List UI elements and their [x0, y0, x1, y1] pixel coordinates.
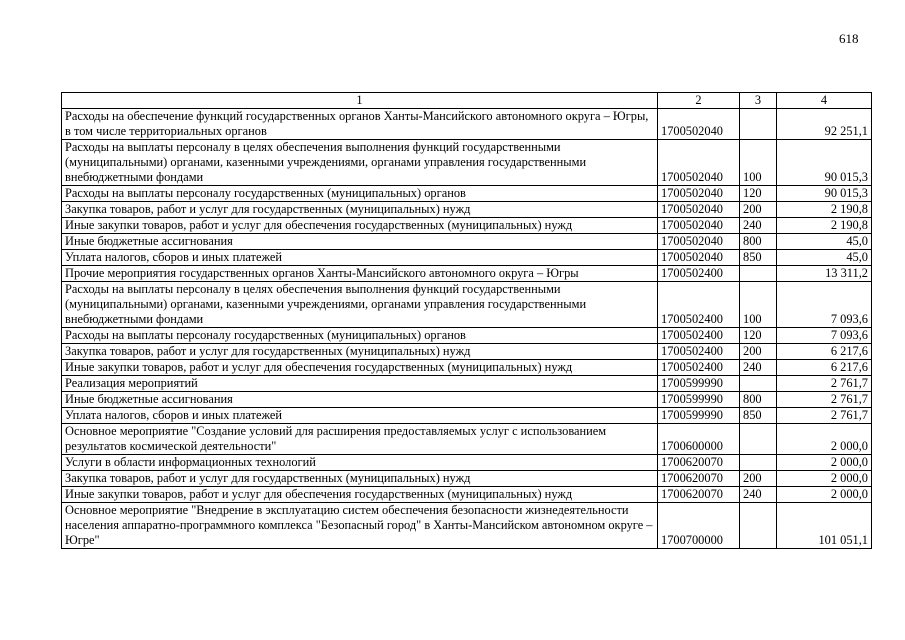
row-type-cell: 200 [740, 344, 777, 360]
row-name-cell: Расходы на выплаты персоналу в целях обеспечения выполнения функций государственными (муниципальными) органами, казенными учреждениями, органами управления государственными внебюджетными фондами [62, 140, 658, 186]
row-type-cell: 200 [740, 471, 777, 487]
row-amount-cell: 7 093,6 [777, 328, 872, 344]
row-name-cell: Уплата налогов, сборов и иных платежей [62, 250, 658, 266]
table-row [62, 250, 872, 266]
row-amount-cell: 7 093,6 [777, 282, 872, 328]
table-row [62, 140, 872, 186]
row-amount-cell: 90 015,3 [777, 186, 872, 202]
table-row [62, 186, 872, 202]
row-amount-cell: 45,0 [777, 250, 872, 266]
row-name-cell: Расходы на выплаты персоналу государственных (муниципальных) органов [62, 186, 658, 202]
row-name-cell: Расходы на обеспечение функций государственных органов Ханты-Мансийского автономного округа – Югры, в том числе территориальных органов [62, 109, 658, 140]
row-code-cell: 1700600000 [658, 424, 740, 455]
row-code-cell: 1700502040 [658, 109, 740, 140]
row-type-cell: 120 [740, 328, 777, 344]
row-amount-cell: 2 761,7 [777, 392, 872, 408]
row-name-cell: Уплата налогов, сборов и иных платежей [62, 408, 658, 424]
row-code-cell: 1700502040 [658, 202, 740, 218]
row-name-cell: Прочие мероприятия государственных органов Ханты-Мансийского автономного округа – Югры [62, 266, 658, 282]
table-row [62, 455, 872, 471]
table-row [62, 392, 872, 408]
row-code-cell: 1700502400 [658, 266, 740, 282]
row-name-cell: Закупка товаров, работ и услуг для государственных (муниципальных) нужд [62, 202, 658, 218]
row-name-cell: Основное мероприятие "Внедрение в эксплуатацию систем обеспечения безопасности жизнедеятельности населения аппаратно-программного комплекса "Безопасный город" в Ханты-Мансийском автономном округе – Югре" [62, 503, 658, 549]
row-name-cell: Иные закупки товаров, работ и услуг для обеспечения государственных (муниципальных) нужд [62, 487, 658, 503]
row-amount-cell: 2 190,8 [777, 202, 872, 218]
table-row [62, 408, 872, 424]
row-amount-cell: 2 761,7 [777, 408, 872, 424]
table-row [62, 471, 872, 487]
table-row [62, 202, 872, 218]
row-code-cell: 1700502040 [658, 140, 740, 186]
table-header-row [62, 93, 872, 109]
row-name-cell: Расходы на выплаты персоналу в целях обеспечения выполнения функций государственными (муниципальными) органами, казенными учреждениями, органами управления государственными внебюджетными фондами [62, 282, 658, 328]
row-code-cell: 1700502040 [658, 250, 740, 266]
row-type-cell [740, 503, 777, 549]
row-code-cell: 1700502040 [658, 218, 740, 234]
row-type-cell: 120 [740, 186, 777, 202]
row-code-cell: 1700700000 [658, 503, 740, 549]
row-type-cell: 850 [740, 408, 777, 424]
row-name-cell: Закупка товаров, работ и услуг для государственных (муниципальных) нужд [62, 344, 658, 360]
row-amount-cell: 92 251,1 [777, 109, 872, 140]
row-amount-cell: 2 000,0 [777, 424, 872, 455]
row-type-cell: 240 [740, 360, 777, 376]
row-type-cell: 850 [740, 250, 777, 266]
table-row [62, 503, 872, 549]
row-code-cell: 1700599990 [658, 376, 740, 392]
row-name-cell: Иные закупки товаров, работ и услуг для обеспечения государственных (муниципальных) нужд [62, 218, 658, 234]
table-row [62, 344, 872, 360]
row-type-cell [740, 455, 777, 471]
table-row [62, 234, 872, 250]
row-type-cell [740, 109, 777, 140]
row-type-cell [740, 266, 777, 282]
table-row [62, 360, 872, 376]
table-row [62, 376, 872, 392]
row-code-cell: 1700620070 [658, 487, 740, 503]
table-row [62, 266, 872, 282]
row-code-cell: 1700599990 [658, 408, 740, 424]
row-name-cell: Закупка товаров, работ и услуг для государственных (муниципальных) нужд [62, 471, 658, 487]
row-name-cell: Иные бюджетные ассигнования [62, 234, 658, 250]
row-code-cell: 1700502400 [658, 344, 740, 360]
row-code-cell: 1700620070 [658, 471, 740, 487]
row-type-cell: 240 [740, 487, 777, 503]
header-col-1: 1 [62, 93, 658, 109]
table-row [62, 424, 872, 455]
row-name-cell: Расходы на выплаты персоналу государственных (муниципальных) органов [62, 328, 658, 344]
row-amount-cell: 2 000,0 [777, 487, 872, 503]
row-amount-cell: 101 051,1 [777, 503, 872, 549]
row-code-cell: 1700502040 [658, 186, 740, 202]
row-code-cell: 1700620070 [658, 455, 740, 471]
header-col-2: 2 [658, 93, 740, 109]
table-row [62, 487, 872, 503]
header-col-3: 3 [740, 93, 777, 109]
row-type-cell [740, 424, 777, 455]
row-amount-cell: 2 190,8 [777, 218, 872, 234]
table-row [62, 328, 872, 344]
row-name-cell: Основное мероприятие "Создание условий для расширения предоставляемых услуг с использованием результатов космической деятельности" [62, 424, 658, 455]
row-code-cell: 1700502400 [658, 282, 740, 328]
header-col-4: 4 [777, 93, 872, 109]
table-row [62, 218, 872, 234]
row-amount-cell: 90 015,3 [777, 140, 872, 186]
row-type-cell: 100 [740, 282, 777, 328]
row-code-cell: 1700502400 [658, 360, 740, 376]
row-type-cell: 800 [740, 392, 777, 408]
row-amount-cell: 2 000,0 [777, 455, 872, 471]
row-code-cell: 1700599990 [658, 392, 740, 408]
row-name-cell: Услуги в области информационных технологий [62, 455, 658, 471]
row-code-cell: 1700502400 [658, 328, 740, 344]
row-name-cell: Реализация мероприятий [62, 376, 658, 392]
row-amount-cell: 2 000,0 [777, 471, 872, 487]
row-type-cell: 200 [740, 202, 777, 218]
table-row [62, 282, 872, 328]
page-number: 618 [839, 31, 859, 46]
row-name-cell: Иные бюджетные ассигнования [62, 392, 658, 408]
row-amount-cell: 6 217,6 [777, 344, 872, 360]
row-code-cell: 1700502040 [658, 234, 740, 250]
row-amount-cell: 45,0 [777, 234, 872, 250]
row-type-cell: 100 [740, 140, 777, 186]
budget-table [61, 92, 872, 549]
row-name-cell: Иные закупки товаров, работ и услуг для обеспечения государственных (муниципальных) нужд [62, 360, 658, 376]
row-amount-cell: 13 311,2 [777, 266, 872, 282]
row-type-cell [740, 376, 777, 392]
row-amount-cell: 2 761,7 [777, 376, 872, 392]
table-row [62, 109, 872, 140]
row-type-cell: 800 [740, 234, 777, 250]
row-type-cell: 240 [740, 218, 777, 234]
row-amount-cell: 6 217,6 [777, 360, 872, 376]
